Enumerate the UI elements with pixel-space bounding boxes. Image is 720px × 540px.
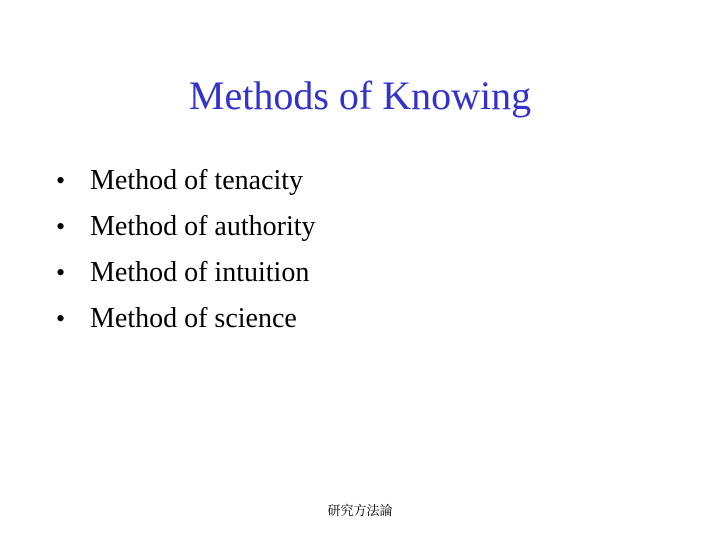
list-item: [56, 161, 316, 207]
bullet-icon: •: [56, 258, 66, 287]
slide-title: Methods of Knowing: [188, 73, 532, 118]
bullet-icon: •: [56, 212, 66, 241]
list-item-label: Method of science: [90, 303, 297, 334]
list-item: [56, 299, 316, 345]
slide-footer: 研究方法論: [327, 504, 393, 519]
bullet-icon: •: [56, 166, 66, 195]
bullet-icon: •: [56, 304, 66, 333]
list-item-label: Method of authority: [90, 211, 316, 242]
list-item-label: Method of intuition: [90, 257, 310, 288]
list-item: [56, 253, 316, 299]
bullet-list: [56, 161, 316, 345]
list-item: [56, 207, 316, 253]
list-item-label: Method of tenacity: [90, 165, 304, 196]
